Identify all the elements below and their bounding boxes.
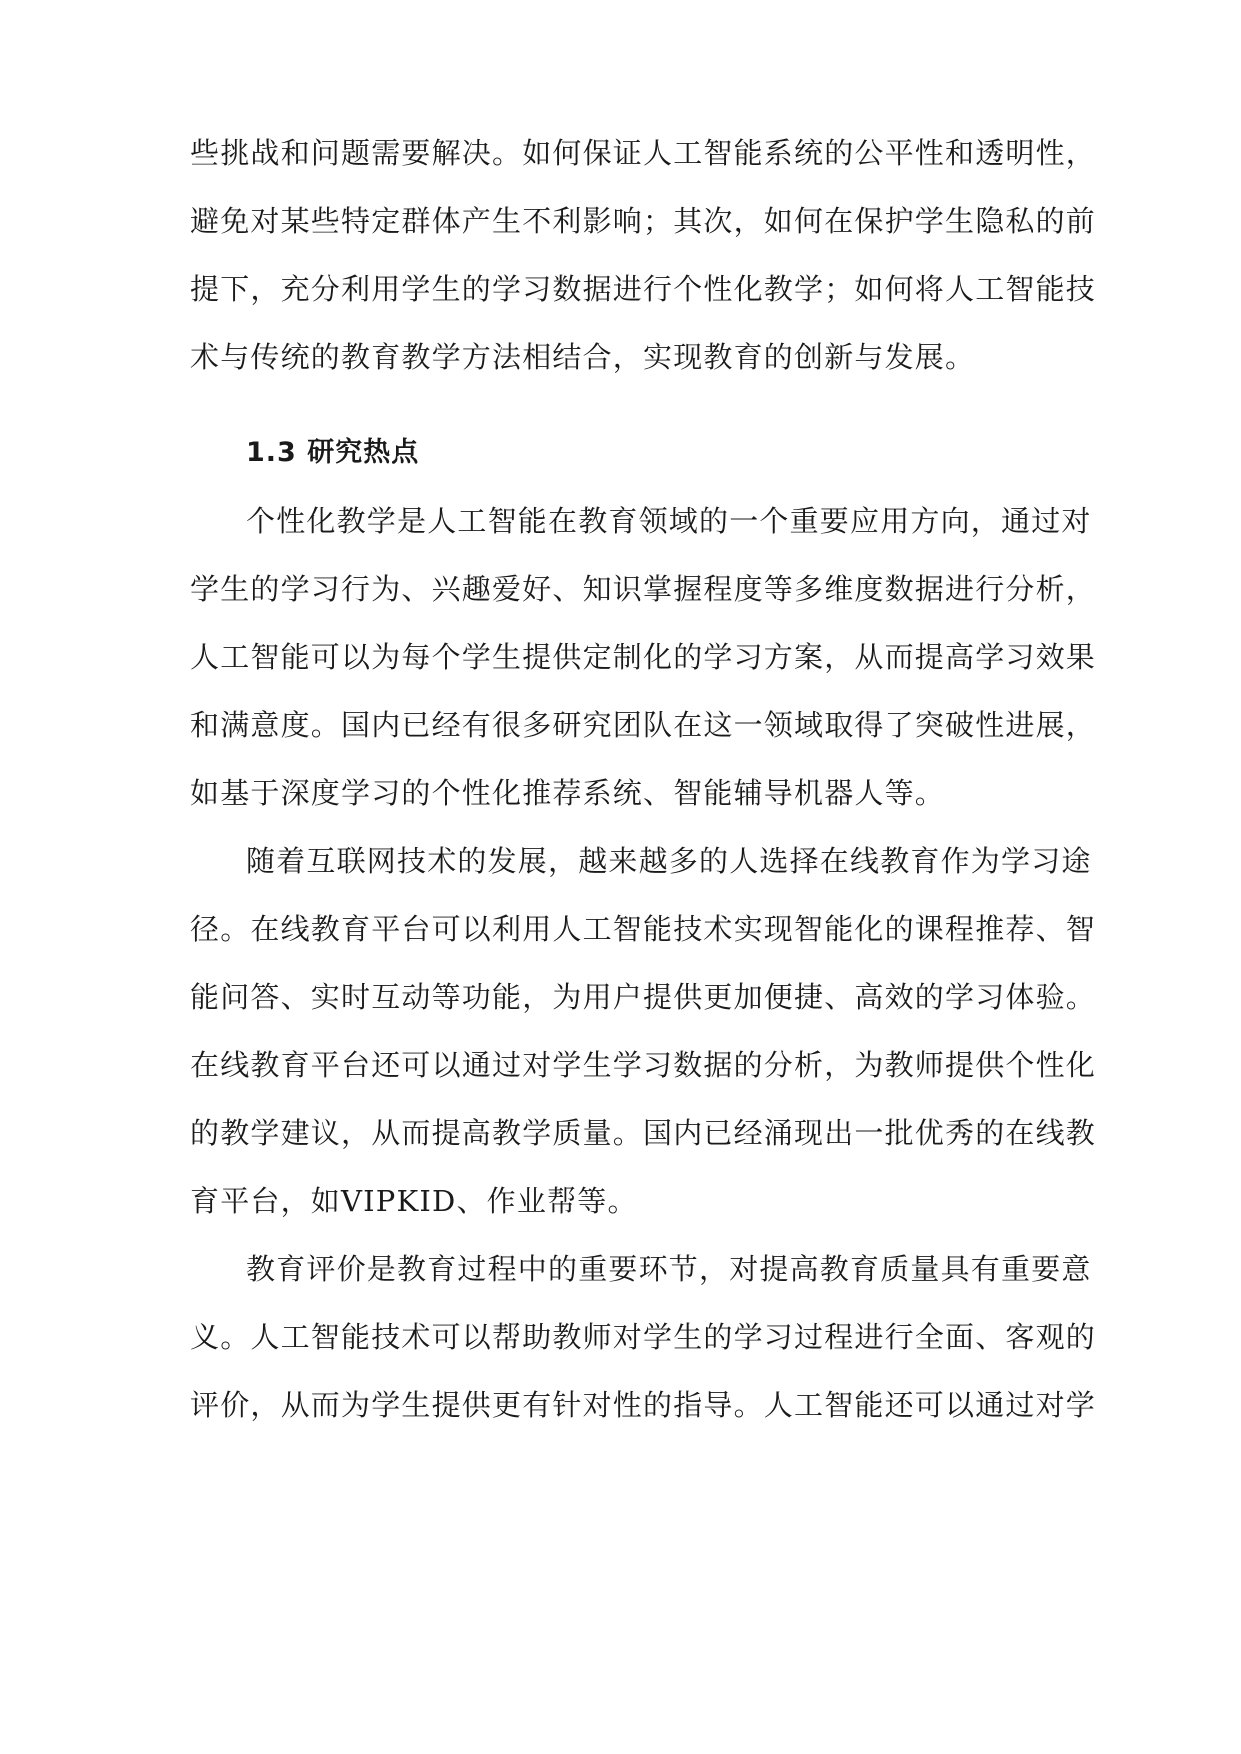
text-line: 随着互联网技术的发展，越来越多的人选择在线教育作为学习途: [246, 844, 1092, 878]
text-line: 评价，从而为学生提供更有针对性的指导。人工智能还可以通过对学: [190, 1388, 1097, 1422]
text-line: 能问答、实时互动等功能，为用户提供更加便捷、高效的学习体验。: [190, 980, 1097, 1014]
text-line: 义。人工智能技术可以帮助教师对学生的学习过程进行全面、客观的: [190, 1320, 1097, 1354]
text-line: 的教学建议，从而提高教学质量。国内已经涌现出一批优秀的在线教: [190, 1116, 1097, 1150]
text-line: 术与传统的教育教学方法相结合，实现教育的创新与发展。: [190, 340, 976, 374]
text-line: 学生的学习行为、兴趣爱好、知识掌握程度等多维度数据进行分析，: [190, 572, 1097, 606]
text-line: 提下，充分利用学生的学习数据进行个性化教学；如何将人工智能技: [190, 272, 1097, 306]
text-line: 径。在线教育平台可以利用人工智能技术实现智能化的课程推荐、智: [190, 912, 1097, 946]
text-line: 育平台，如VIPKID、作业帮等。: [190, 1184, 638, 1218]
text-line: 教育评价是教育过程中的重要环节，对提高教育质量具有重要意: [246, 1252, 1092, 1286]
text-line: 避免对某些特定群体产生不利影响；其次，如何在保护学生隐私的前: [190, 204, 1097, 238]
text-line: 个性化教学是人工智能在教育领域的一个重要应用方向，通过对: [246, 504, 1092, 538]
text-line: 如基于深度学习的个性化推荐系统、智能辅导机器人等。: [190, 776, 946, 810]
text-line: 人工智能可以为每个学生提供定制化的学习方案，从而提高学习效果: [190, 640, 1097, 674]
text-line: 在线教育平台还可以通过对学生学习数据的分析，为教师提供个性化: [190, 1048, 1097, 1082]
text-line: 和满意度。国内已经有很多研究团队在这一领域取得了突破性进展，: [190, 708, 1097, 742]
text-line: 些挑战和问题需要解决。如何保证人工智能系统的公平性和透明性，: [190, 136, 1097, 170]
section-heading: 1.3 研究热点: [246, 437, 420, 468]
